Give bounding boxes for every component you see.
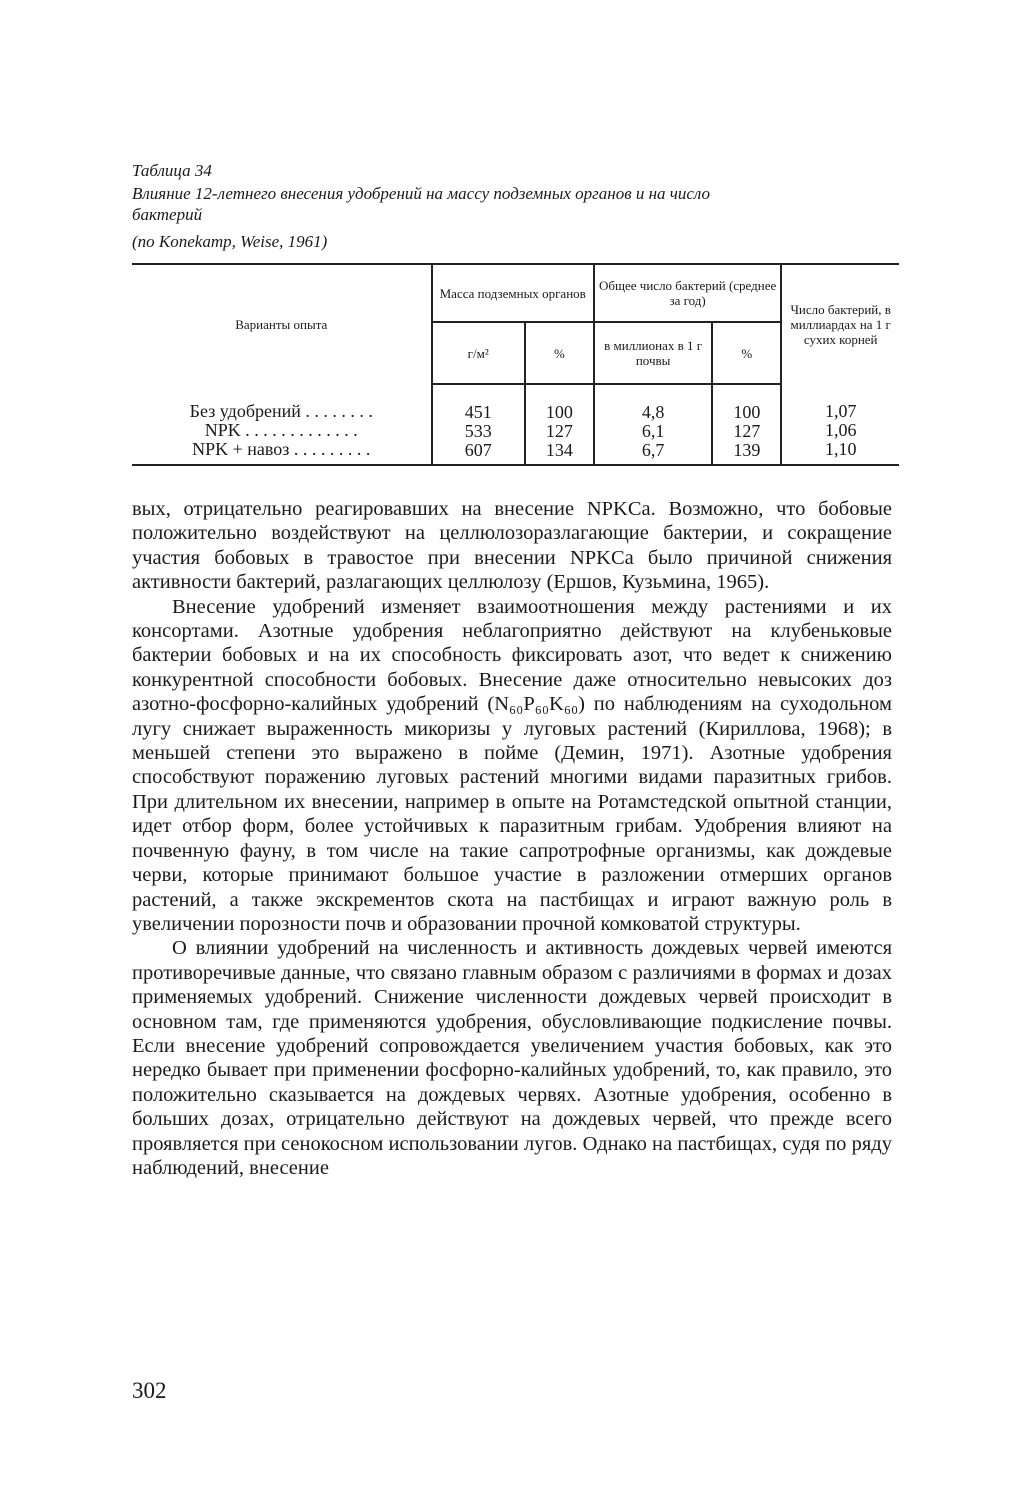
header-variants: Варианты опыта (132, 264, 432, 384)
mass-pct-value: 134 (545, 440, 573, 460)
header-mass-pct: % (525, 322, 594, 384)
mass-g-value: 607 (464, 440, 492, 460)
cell-variants (132, 384, 432, 465)
cell-mass-g (432, 384, 525, 465)
table-label: Таблица 34 (132, 161, 212, 180)
variant-label: Без удобрений . . . . . . . . (189, 401, 373, 421)
roots-value: 1,10 (824, 439, 857, 459)
cell-roots (781, 384, 899, 465)
mass-pct-value: 100 (545, 402, 573, 422)
mass-pct-value: 127 (545, 421, 573, 441)
paragraph: Внесение удобрений изменяет взаимоотношения между растениями и их консортами. Азотные удобрения неблагоприятно действуют на клубеньковые бактерии бобовых и на их способность фиксировать азот, что ведет к снижению конкурентной способности бобовых. Внесение даже относительно невысоких доз азотно-фосфорно-калийных удобрений (N₆₀P₆₀K₆₀) по наблюдениям на суходольном лугу снижает выраженность микоризы у луговых растений (Кириллова, 1968); в меньшей степени это выражено в пойме (Демин, 1971). Азотные удобрения способствуют поражению луговых растений многими видами паразитных грибов. При длительном их внесении, например в опыте на Ротамстедской опытной станции, идет отбор форм, более устойчивых к паразитным грибам. Удобрения влияют на почвенную фауну, в том числе на такие сапротрофные организмы, как дождевые черви, которые принимают большое участие в разложении отмерших органов растений, а также экскрементов скота на пастбищах и играют важную роль в увеличении порозности почв и образовании прочной комковатой структуры. (132, 595, 892, 935)
cell-mass-pct (525, 384, 594, 465)
data-table (132, 263, 899, 466)
table-body-row (132, 384, 899, 465)
page-number: 302 (132, 1378, 167, 1403)
mass-g-value: 533 (464, 421, 492, 441)
cell-bacteria-mln (594, 384, 712, 465)
header-mass-g: г/м² (432, 322, 525, 384)
header-bacteria-mln: в миллионах в 1 г почвы (594, 322, 712, 384)
bacteria-pct-value: 100 (733, 402, 761, 422)
variant-label: NPK + навоз . . . . . . . . . (192, 439, 371, 459)
table-title: Влияние 12-летнего внесения удобрений на массу подземных органов и на число бактерий (132, 184, 711, 224)
roots-value: 1,06 (824, 420, 857, 440)
roots-value: 1,07 (824, 401, 857, 421)
paragraph: О влиянии удобрений на численность и активность дождевых червей имеются противоречивые данные, что связано главным образом с различиями в формах и дозах применяемых удобрений. Снижение численности дождевых червей происходит в основном там, где применяются удобрения, обусловливающие подкисление почвы. Если внесение удобрений сопровождается увеличением участия бобовых, как это нередко бывает при применении фосфорно-калийных удобрений, то, как правило, это положительно сказывается на дождевых червях. Азотные удобрения, особенно в больших дозах, отрицательно действуют на дождевых червей, что прежде всего проявляется при сенокосном использовании лугов. Однако на пастбищах, судя по ряду наблюдений, внесение (132, 937, 892, 1179)
bacteria-mln-value: 6,1 (641, 421, 665, 441)
bacteria-mln-value: 6,7 (641, 440, 665, 460)
variant-label: NPK . . . . . . . . . . . . . (204, 420, 358, 440)
bacteria-pct-value: 139 (733, 440, 761, 460)
paragraph: вых, отрицательно реагировавших на внесение NPKCa. Возможно, что бобовые положительно воздействуют на целлюлозоразлагающие бактерии, и сокращение участия бобовых в травостое при внесении NPKCa было причиной снижения активности бактерий, разлагающих целлюлозу (Ершов, Кузьмина, 1965). (132, 498, 892, 594)
header-bacteria-group: Общее число бактерий (среднее за год) (594, 264, 781, 322)
header-mass-group: Масса подземных органов (432, 264, 594, 322)
bacteria-mln-value: 4,8 (641, 402, 665, 422)
bacteria-pct-value: 127 (733, 421, 761, 441)
header-bacteria-pct: % (712, 322, 781, 384)
table-source: (по Konekamp, Weise, 1961) (132, 232, 328, 251)
cell-bacteria-pct (712, 384, 781, 465)
header-roots: Число бактерий, в миллиардах на 1 г сухих корней (781, 264, 899, 384)
body-text (132, 497, 892, 1180)
mass-g-value: 451 (464, 402, 492, 422)
